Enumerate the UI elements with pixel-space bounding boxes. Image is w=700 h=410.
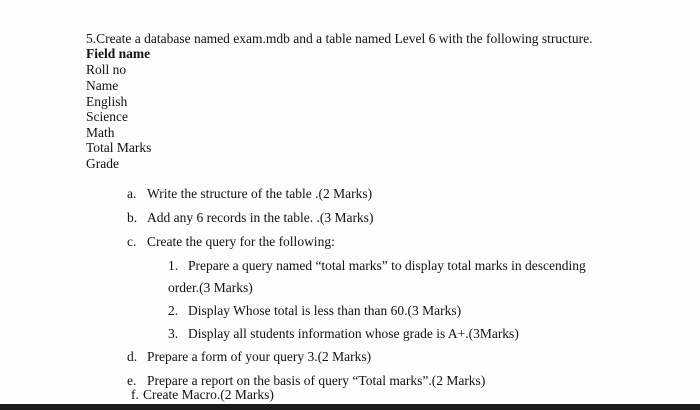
task-marker: e. xyxy=(127,373,137,388)
task-marker: f. xyxy=(131,387,139,402)
task-marker: d. xyxy=(127,349,138,364)
subtask-1 xyxy=(168,258,586,274)
subtask-text: Display all students information whose grade is A+.(3Marks) xyxy=(188,326,519,341)
subtask-text: Prepare a query named “total marks” to display total marks in descending xyxy=(188,258,586,273)
task-text: Create Macro.(2 Marks) xyxy=(143,387,274,402)
task-text: Create the query for the following: xyxy=(147,234,335,249)
task-text: Prepare a form of your query 3.(2 Marks) xyxy=(147,349,372,364)
task-b xyxy=(127,210,373,226)
task-marker: b. xyxy=(127,210,138,225)
task-d xyxy=(127,349,371,365)
field-total-marks: Total Marks xyxy=(86,140,152,155)
subtask-marker: 3. xyxy=(168,326,179,341)
field-roll-no: Roll no xyxy=(86,62,127,77)
field-math: Math xyxy=(86,125,115,140)
task-text: Write the structure of the table .(2 Marks) xyxy=(147,186,373,201)
bottom-border-line xyxy=(0,404,700,410)
subtask-1-continuation: order.(3 Marks) xyxy=(168,280,253,295)
task-text: Add any 6 records in the table. .(3 Marks) xyxy=(147,210,374,225)
field-grade: Grade xyxy=(86,156,119,171)
subtask-marker: 2. xyxy=(168,303,179,318)
task-f xyxy=(131,387,274,403)
field-english: English xyxy=(86,94,128,109)
subtask-3 xyxy=(168,326,519,342)
field-name: Name xyxy=(86,78,119,93)
field-science: Science xyxy=(86,109,128,124)
question-heading: 5.Create a database named exam.mdb and a table named Level 6 with the following structure. xyxy=(86,31,593,46)
task-c xyxy=(127,234,335,250)
subtask-text: Display Whose total is less than than 60.(3 Marks) xyxy=(188,303,462,318)
field-name-header: Field name xyxy=(86,46,151,61)
subtask-marker: 1. xyxy=(168,258,179,273)
task-text: Prepare a report on the basis of query “Total marks”.(2 Marks) xyxy=(147,373,486,388)
task-a xyxy=(127,186,372,202)
task-marker: c. xyxy=(127,234,137,249)
task-marker: a. xyxy=(127,186,137,201)
subtask-2 xyxy=(168,303,461,319)
